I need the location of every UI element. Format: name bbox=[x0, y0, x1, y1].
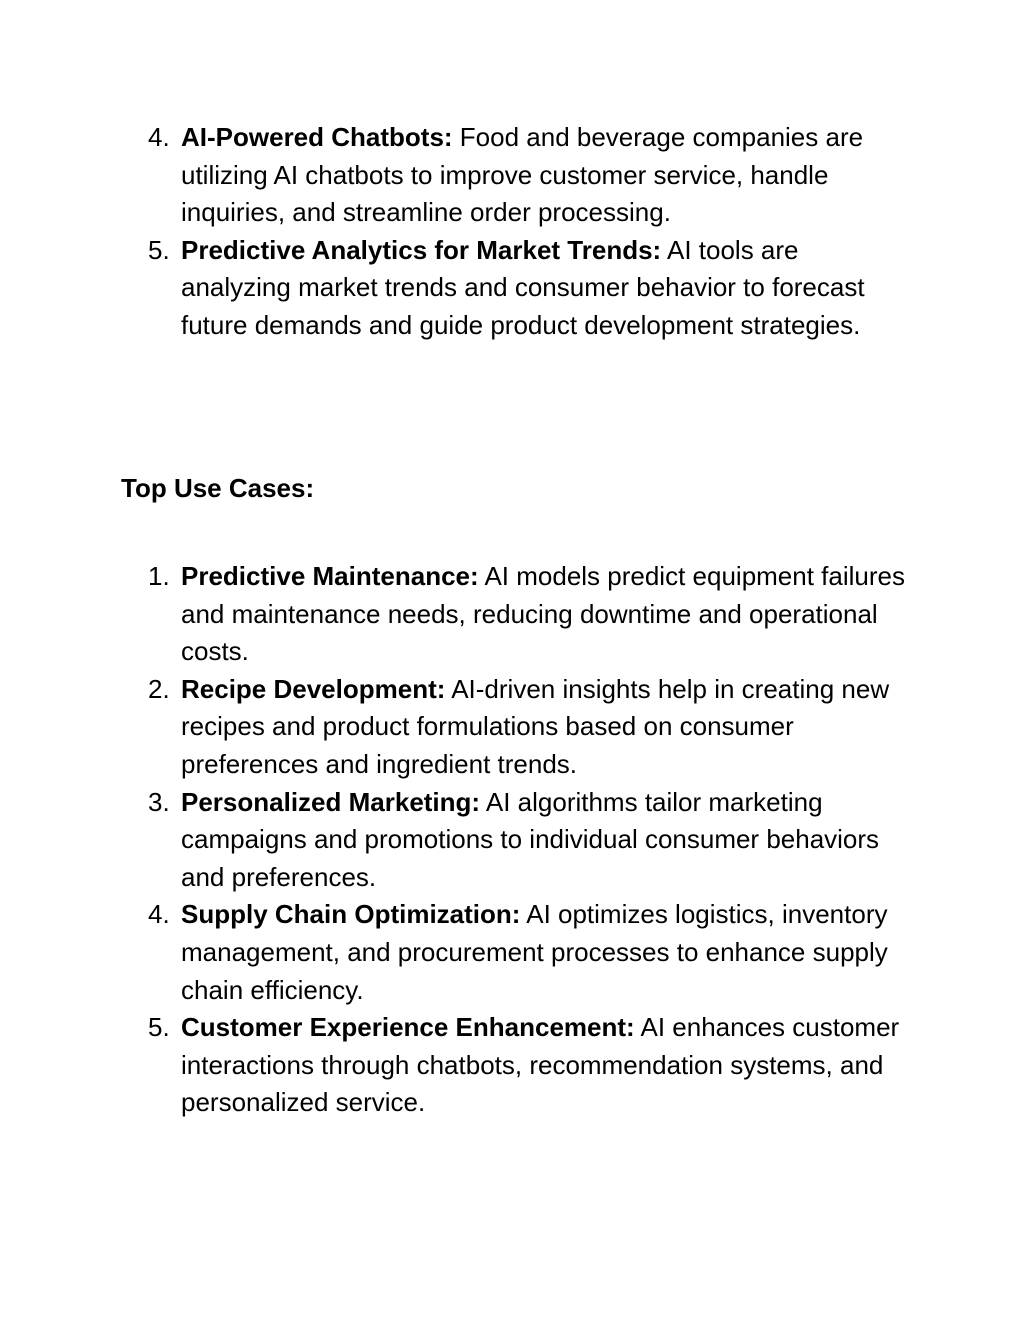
list-item-term: AI-Powered Chatbots: bbox=[181, 122, 453, 152]
list-item-number: 2. bbox=[148, 673, 170, 704]
list-item-term: Predictive Analytics for Market Trends: bbox=[181, 234, 662, 265]
list-item-number: 3. bbox=[148, 786, 170, 817]
list-item-term: Supply Chain Optimization: bbox=[181, 899, 521, 930]
list-item-number: 1. bbox=[148, 561, 170, 591]
use-cases-list bbox=[0, 558, 906, 1122]
list-item-number: 5. bbox=[148, 234, 170, 265]
list-item bbox=[0, 784, 906, 897]
list-item-text: Food and beverage companies are utilizing AI chatbots to improve customer service, handle inquiries, and streamline order processing. bbox=[181, 122, 864, 228]
list-item-text: AI-driven insights help in creating new recipes and product formulations based on consumer preferences and ingredient trends. bbox=[181, 673, 890, 779]
list-item bbox=[0, 232, 906, 345]
list-item-text: AI algorithms tailor marketing campaigns and promotions to individual consumer behaviors and preferences. bbox=[181, 786, 880, 892]
list-item-number: 4. bbox=[148, 122, 170, 152]
list-item-text: AI models predict equipment failures and maintenance needs, reducing downtime and operational costs. bbox=[181, 561, 905, 667]
list-item-term: Customer Experience Enhancement: bbox=[181, 1012, 635, 1043]
list-item bbox=[0, 896, 906, 1009]
list-item-number: 4. bbox=[148, 899, 170, 930]
list-item-text: AI optimizes logistics, inventory management, and procurement processes to enhance supply chain efficiency. bbox=[181, 899, 888, 1005]
list-item-text: AI tools are analyzing market trends and consumer behavior to forecast future demands and guide product development strategies. bbox=[181, 234, 865, 340]
list-item bbox=[0, 1009, 906, 1122]
list-item-text: AI enhances customer interactions through chatbots, recommendation systems, and personalized service. bbox=[181, 1012, 900, 1118]
list-item bbox=[0, 671, 906, 784]
list-item bbox=[0, 119, 906, 232]
list-item-term: Personalized Marketing: bbox=[181, 786, 481, 817]
section-heading: Top Use Cases: bbox=[121, 473, 315, 503]
list-item bbox=[0, 558, 906, 671]
continued-numbered-list bbox=[0, 119, 906, 345]
list-item-number: 5. bbox=[148, 1012, 170, 1043]
list-item-term: Recipe Development: bbox=[181, 673, 446, 704]
list-item-term: Predictive Maintenance: bbox=[181, 561, 479, 591]
